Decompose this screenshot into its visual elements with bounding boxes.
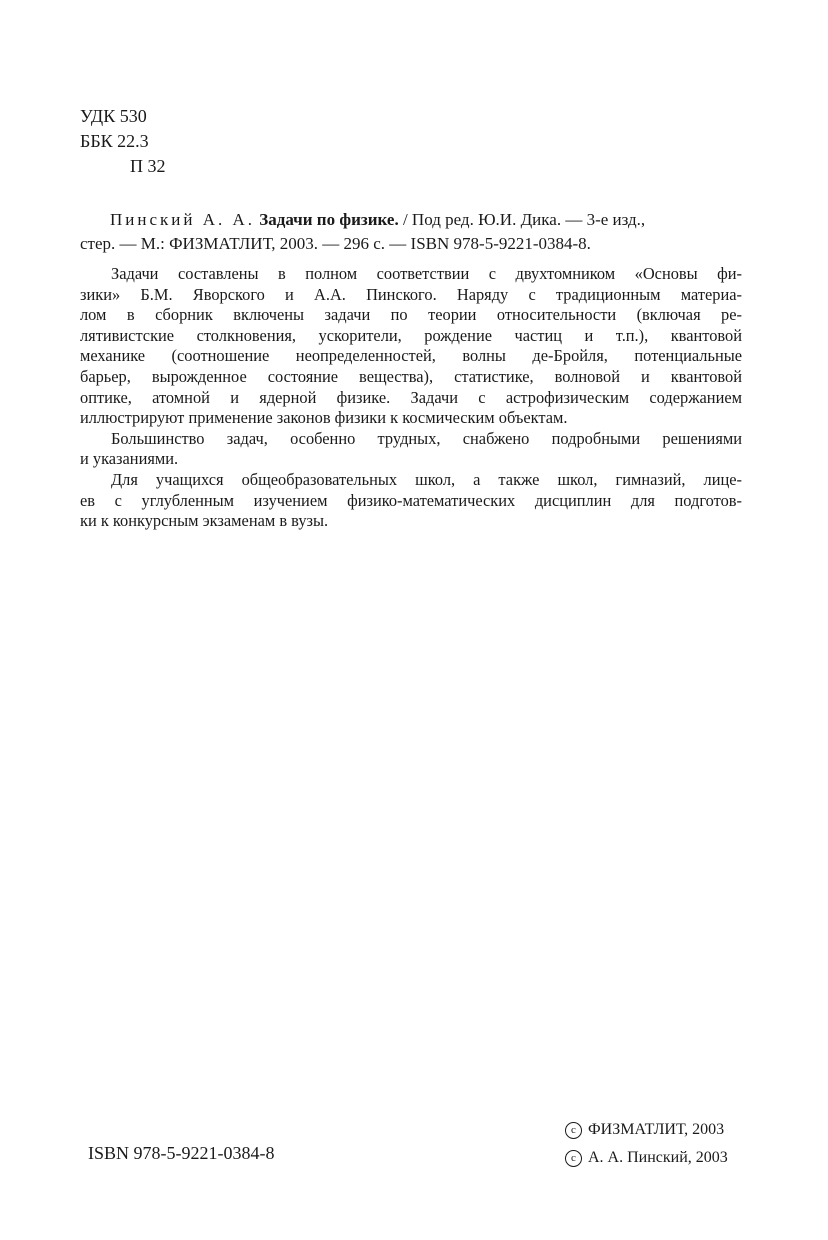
abstract-line: лятивистские столкновения, ускорители, рождение частиц и т.п.), квантовой (80, 325, 742, 345)
abstract-line: Задачи составлены в полном соответствии с двухтомником «Основы фи- (111, 264, 742, 283)
author-name: Пинский А. А. (110, 210, 256, 229)
abstract-paragraph-1 (80, 264, 742, 429)
copyright-publisher-line (565, 1116, 728, 1144)
copyright-icon: c (565, 1122, 582, 1139)
copyright-author-line (565, 1144, 728, 1172)
classification-codes (80, 104, 166, 179)
abstract-line: барьер, вырожденное состояние вещества), статистике, волновой и квантовой (80, 366, 742, 386)
abstract-paragraph-3 (80, 470, 742, 532)
copyright-icon: c (565, 1150, 582, 1167)
biblio-line-2: стер. — М.: ФИЗМАТЛИТ, 2003. — 296 с. — ISBN 978-5-9221-0384-8. (80, 234, 591, 253)
copyright-publisher: ФИЗМАТЛИТ, 2003 (588, 1121, 725, 1138)
abstract-line: ев с углубленным изучением физико-математических дисциплин для подготов- (80, 490, 742, 510)
abstract-line: и указаниями. (80, 449, 179, 469)
abstract-line: зики» Б.М. Яворского и А.А. Пинского. Наряду с традиционным материа- (80, 284, 742, 304)
bibliographic-record (80, 208, 742, 256)
abstract-paragraph-2 (80, 429, 742, 470)
book-title: Задачи по физике. (259, 210, 399, 229)
abstract-line: иллюстрируют применение законов физики к космическим объектам. (80, 408, 568, 428)
abstract-line: лом в сборник включены задачи по теории относительности (включая ре- (80, 305, 742, 325)
abstract-line: Для учащихся общеобразовательных школ, а также школ, гимназий, лице- (111, 469, 742, 489)
abstract-line: ки к конкурсным экзаменам в вузы. (80, 511, 329, 531)
copyright-block (565, 1116, 728, 1172)
abstract-line: механике (соотношение неопределенностей, волны де-Бройля, потенциальные (80, 346, 742, 366)
abstract (80, 264, 742, 532)
biblio-line-1 (80, 208, 742, 232)
isbn-footer: ISBN 978-5-9221-0384-8 (88, 1143, 275, 1163)
biblio-edition: / Под ред. Ю.И. Дика. — 3-е изд., (398, 210, 646, 229)
abstract-line: оптике, атомной и ядерной физике. Задачи с астрофизическим содержанием (80, 387, 742, 407)
author-mark: П 32 (130, 156, 166, 176)
abstract-line: Большинство задач, особенно трудных, снабжено подробными решениями (111, 428, 742, 448)
copyright-author: А. А. Пинский, 2003 (588, 1149, 728, 1166)
udk-code: УДК 530 (80, 106, 147, 126)
bbk-code: ББК 22.3 (80, 131, 149, 151)
